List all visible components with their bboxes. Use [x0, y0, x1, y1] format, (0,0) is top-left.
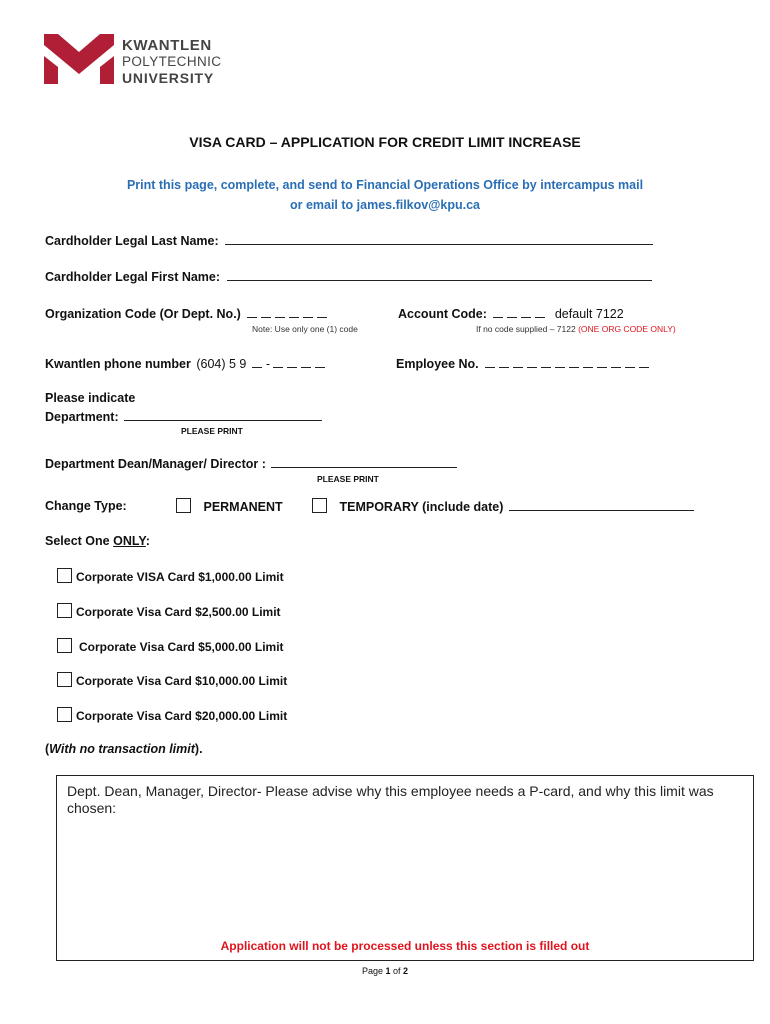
logo-line-2: POLYTECHNIC: [122, 54, 222, 69]
limit-option-checkbox[interactable]: [57, 603, 72, 618]
dean-row: [45, 456, 457, 471]
no-limit-text: With no transaction limit: [49, 742, 195, 756]
last-name-field[interactable]: [225, 233, 653, 245]
instructions-line-2: or email to james.filkov@kpu.ca: [289, 198, 481, 212]
select-one-suffix: :: [145, 534, 150, 548]
employee-field[interactable]: [485, 357, 653, 371]
reason-warning: Application will not be processed unless this section is filled out: [220, 939, 590, 953]
temporary-checkbox[interactable]: [312, 498, 327, 513]
reason-box[interactable]: [56, 775, 754, 961]
temporary-label: TEMPORARY (include date): [339, 500, 504, 514]
limit-option-5[interactable]: [57, 707, 287, 723]
page-footer: [0, 966, 770, 976]
limit-option-3[interactable]: [57, 638, 284, 654]
permanent-checkbox[interactable]: [176, 498, 191, 513]
limit-option-checkbox[interactable]: [57, 638, 72, 653]
university-logo: [44, 34, 244, 86]
phone-prefix: (604) 5 9: [196, 357, 247, 371]
limit-option-4[interactable]: [57, 672, 287, 688]
limit-option-label: Corporate Visa Card $5,000.00 Limit: [79, 640, 284, 654]
phone-row: [45, 356, 329, 371]
org-code-note: Note: Use only one (1) code: [252, 324, 358, 334]
first-name-label: Cardholder Legal First Name:: [45, 270, 221, 284]
limit-option-label: Corporate VISA Card $1,000.00 Limit: [76, 570, 284, 584]
account-code-note-text: If no code supplied – 7122: [476, 324, 576, 334]
footer-page-word: Page: [361, 966, 383, 976]
dean-field[interactable]: [271, 456, 457, 468]
change-type-label: Change Type:: [45, 499, 127, 513]
logo-line-1: KWANTLEN: [122, 37, 212, 54]
temporary-date-field[interactable]: [509, 499, 694, 511]
no-limit-note: [45, 742, 203, 756]
limit-option-label: Corporate Visa Card $20,000.00 Limit: [76, 709, 288, 723]
please-indicate: Please indicate: [45, 391, 136, 405]
org-code-field[interactable]: [247, 307, 331, 321]
dean-label: Department Dean/Manager/ Director :: [45, 457, 266, 471]
temporary-option[interactable]: [312, 498, 694, 514]
limit-option-checkbox[interactable]: [57, 568, 72, 583]
last-name-row: [45, 233, 653, 248]
limit-option-1[interactable]: [57, 568, 284, 584]
footer-total-pages: 2: [403, 966, 409, 976]
account-code-field[interactable]: [493, 307, 552, 321]
limit-option-label: Corporate Visa Card $10,000.00 Limit: [76, 674, 288, 688]
account-code-row: [398, 306, 624, 321]
permanent-option[interactable]: [176, 498, 283, 514]
phone-label: Kwantlen phone number: [45, 357, 191, 371]
select-one-emphasis: ONLY: [113, 534, 146, 548]
account-code-default: default 7122: [554, 307, 624, 321]
first-name-row: [45, 269, 652, 284]
limit-option-checkbox[interactable]: [57, 672, 72, 687]
permanent-label: PERMANENT: [203, 500, 283, 514]
department-row: [45, 409, 322, 424]
no-limit-close: ).: [194, 742, 203, 756]
kpu-logo-mark: [44, 34, 114, 84]
employee-label: Employee No.: [396, 357, 479, 371]
reason-prompt: Dept. Dean, Manager, Director- Please advise why this employee needs a P-card, and why this limit was chosen:: [67, 783, 714, 816]
first-name-field[interactable]: [227, 269, 652, 281]
account-code-note: [476, 324, 676, 334]
last-name-label: Cardholder Legal Last Name:: [45, 234, 219, 248]
select-one-heading: [45, 534, 150, 548]
employee-row: [396, 356, 653, 371]
department-label: Department:: [45, 410, 119, 424]
department-please-print: PLEASE PRINT: [181, 426, 243, 436]
limit-option-2[interactable]: [57, 603, 281, 619]
footer-of-word: of: [393, 966, 401, 976]
select-one-prefix: Select One: [45, 534, 114, 548]
account-code-note-red: (ONE ORG CODE ONLY): [578, 324, 676, 334]
limit-option-checkbox[interactable]: [57, 707, 72, 722]
no-limit-open: (: [45, 742, 50, 756]
logo-line-3: UNIVERSITY: [122, 70, 215, 86]
dean-please-print: PLEASE PRINT: [317, 474, 379, 484]
limit-option-label: Corporate Visa Card $2,500.00 Limit: [76, 605, 281, 619]
footer-current-page: 1: [385, 966, 391, 976]
department-field[interactable]: [124, 409, 322, 421]
account-code-label: Account Code:: [398, 307, 487, 321]
org-code-row: [45, 306, 331, 321]
phone-field[interactable]: -: [252, 357, 330, 371]
org-code-label: Organization Code (Or Dept. No.): [45, 307, 241, 321]
instructions-line-1: Print this page, complete, and send to Financial Operations Office by intercampus mail: [126, 178, 644, 192]
form-title: VISA CARD – APPLICATION FOR CREDIT LIMIT INCREASE: [189, 134, 581, 150]
